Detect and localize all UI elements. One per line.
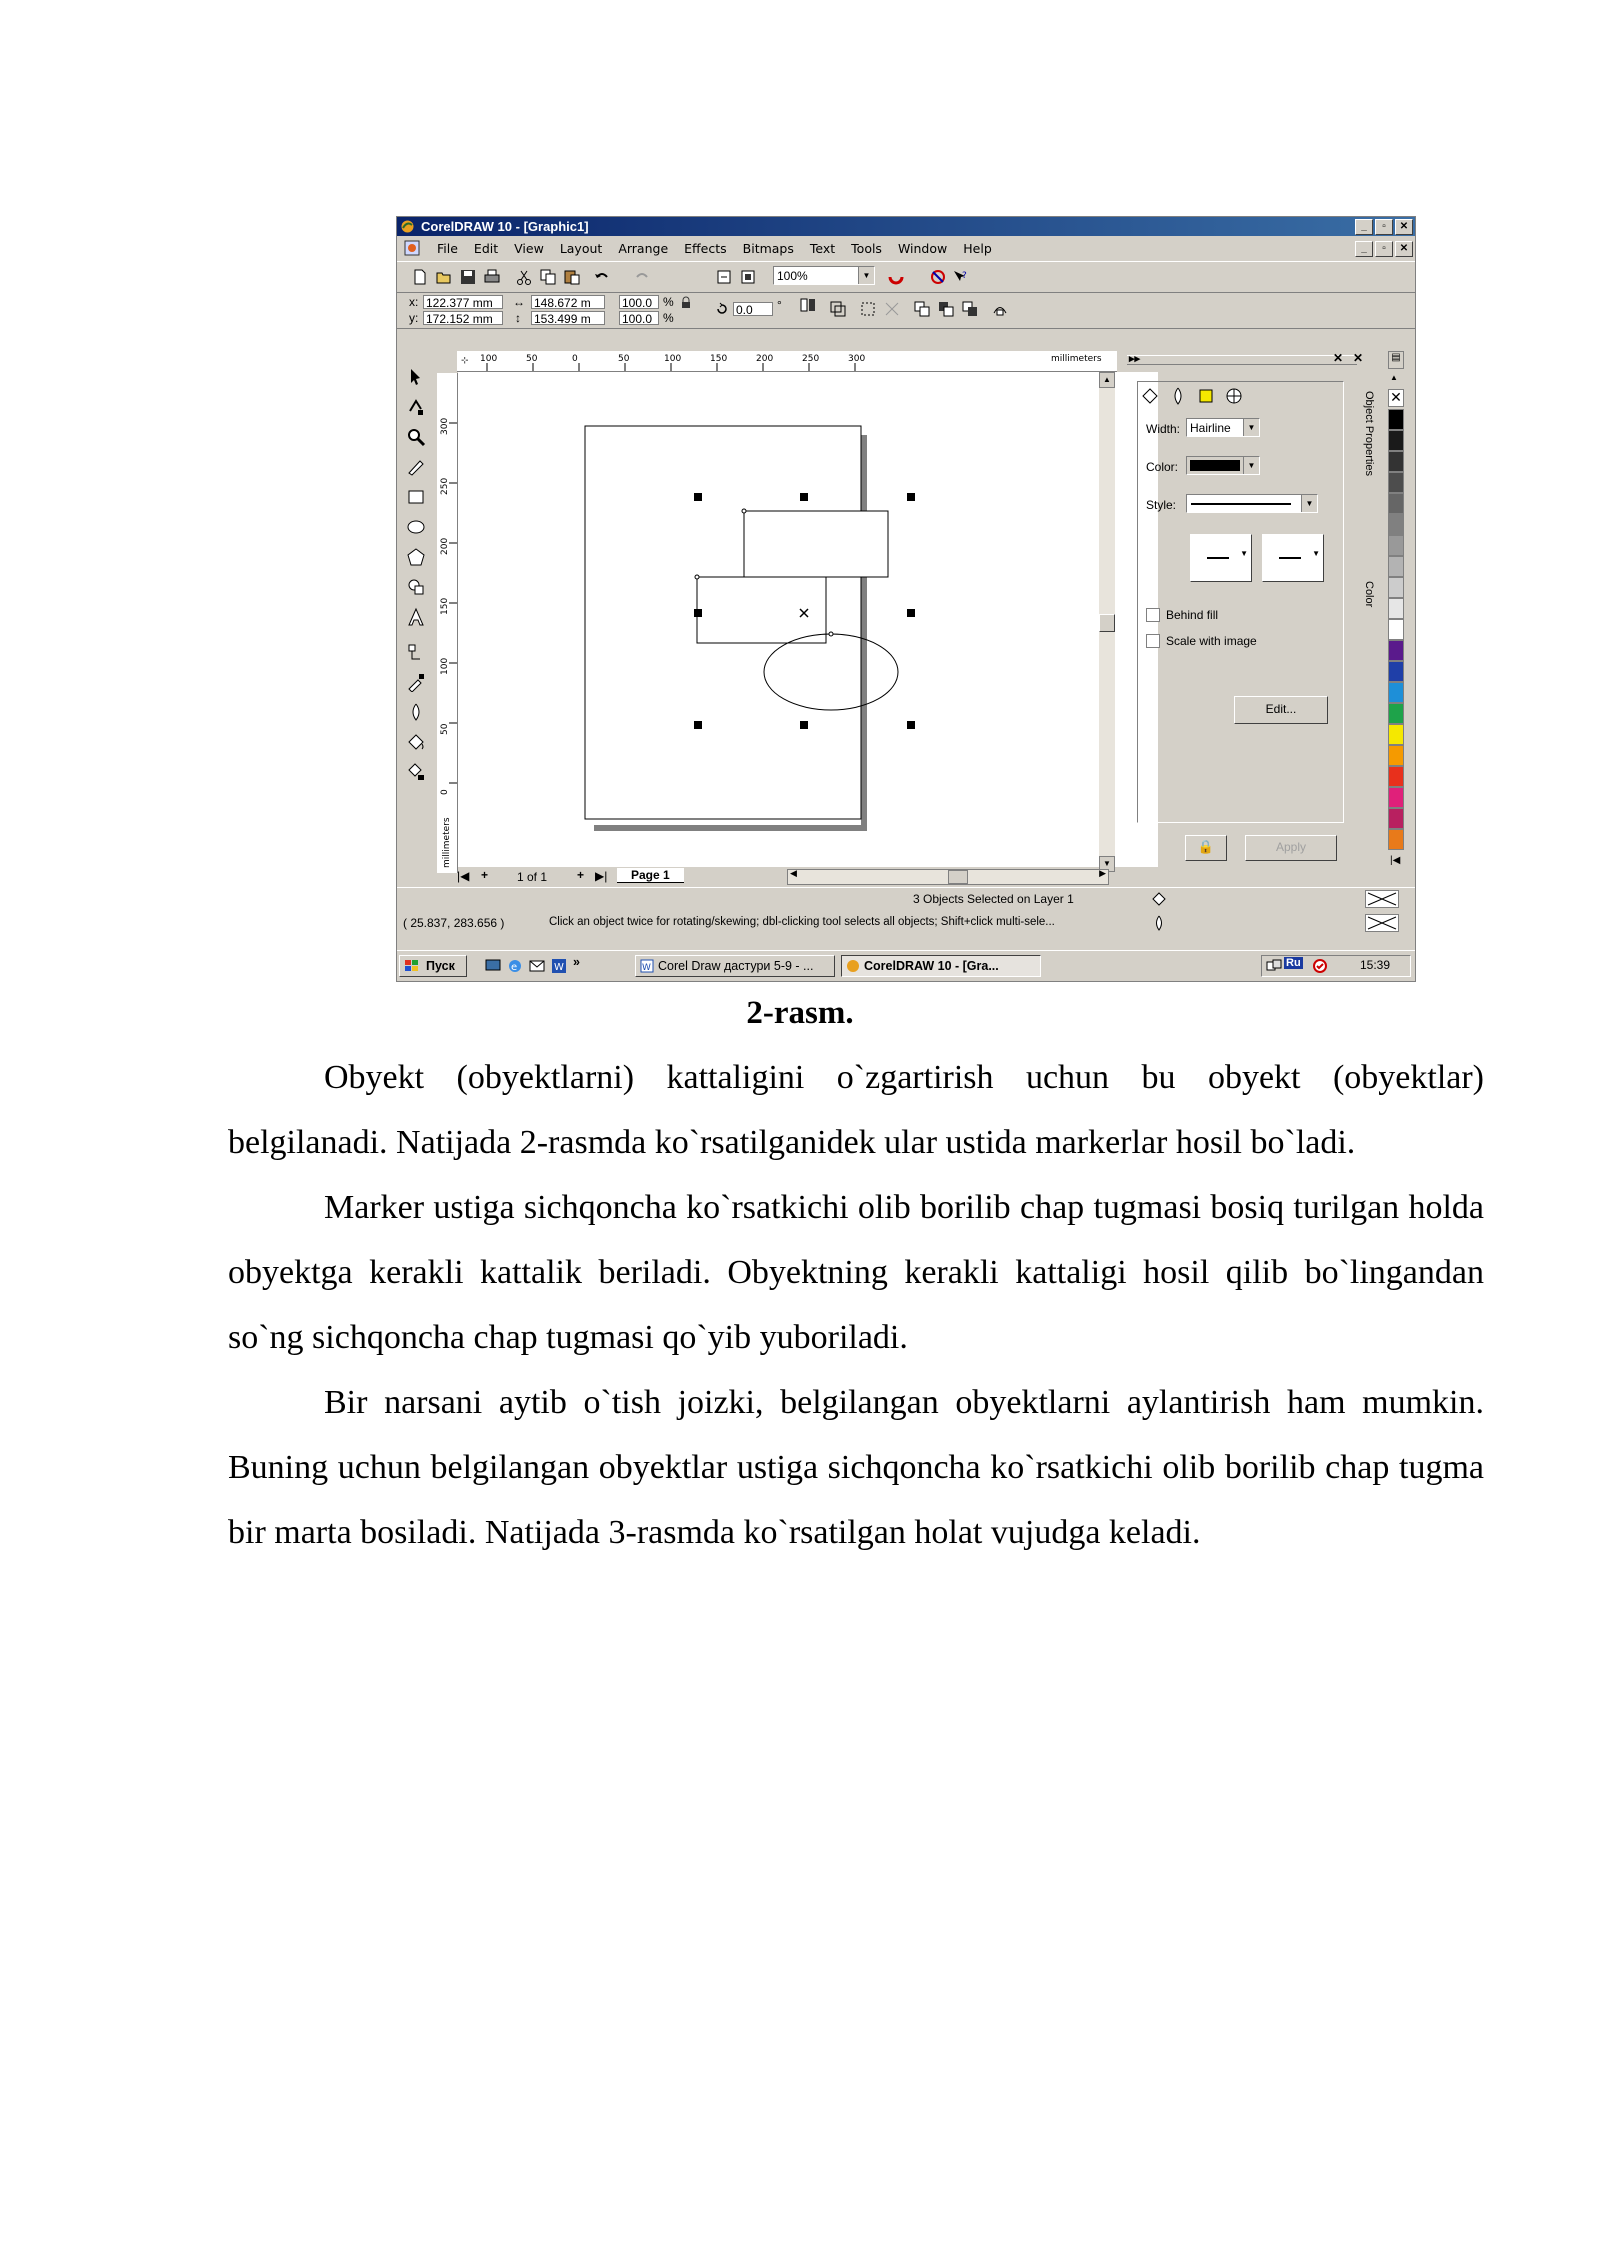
scroll-up-icon[interactable]: ▲: [1099, 372, 1115, 388]
more-quicklaunch-icon[interactable]: »: [573, 955, 580, 969]
docker-close-all-icon[interactable]: ✕: [1353, 351, 1364, 365]
polygon-tool-icon[interactable]: [406, 547, 426, 567]
scroll-left-icon[interactable]: ◀: [790, 868, 797, 878]
vertical-ruler: [437, 373, 458, 873]
color-swatch: [1190, 460, 1240, 471]
minimize-button[interactable]: _: [1355, 219, 1373, 235]
expand-docker-icon[interactable]: ▸▸: [1129, 353, 1141, 365]
apply-button[interactable]: Apply: [1245, 835, 1337, 861]
scale-y-field[interactable]: 100.0: [619, 311, 659, 325]
open-icon[interactable]: [435, 268, 453, 286]
ungroup-all-icon[interactable]: [883, 300, 901, 318]
color-swatch[interactable]: [1388, 556, 1404, 577]
pick-tool-icon[interactable]: [406, 367, 426, 387]
shape-tool-icon[interactable]: [406, 397, 426, 417]
ruler-tick-label: 300: [440, 417, 450, 435]
outline-status-icon: [1151, 915, 1167, 931]
outline-style-select[interactable]: [1186, 494, 1318, 513]
scroll-right-icon[interactable]: ▶: [1099, 868, 1106, 878]
behind-fill-label: Behind fill: [1166, 608, 1219, 622]
status-hint: Click an object twice for rotating/skewing; dbl-clicking tool selects all objects; Shift+click multi-sele...: [549, 916, 1055, 928]
paste-icon[interactable]: [563, 268, 581, 286]
doc-close-button[interactable]: ✕: [1395, 241, 1413, 257]
docker-tabs: [1355, 381, 1377, 851]
zoom-combo[interactable]: [773, 266, 875, 285]
ruler-unit-label: millimeters: [442, 817, 452, 868]
color-swatch[interactable]: [1388, 577, 1404, 598]
zoom-tool-icon[interactable]: [406, 427, 426, 447]
ruler-tick-label: 50: [526, 354, 538, 364]
object-properties-docker: [1127, 351, 1377, 871]
export-icon[interactable]: [739, 268, 757, 286]
size-w-field[interactable]: 148.672 m: [531, 295, 605, 309]
menu-help[interactable]: Help: [963, 240, 992, 256]
scale-with-image-checkbox[interactable]: [1146, 634, 1160, 648]
system-tray: [1261, 955, 1411, 977]
color-swatch[interactable]: [1388, 829, 1404, 850]
style-label: Style:: [1146, 498, 1177, 512]
hscroll-thumb[interactable]: [948, 870, 968, 884]
ruler-tick-label: 50: [440, 723, 450, 735]
color-swatch[interactable]: [1388, 766, 1404, 787]
outlook-express-icon[interactable]: [529, 958, 545, 974]
standard-toolbar: [397, 261, 1415, 293]
redo-icon[interactable]: [633, 268, 651, 286]
color-swatch[interactable]: [1388, 619, 1404, 640]
ellipse-tool-icon[interactable]: [406, 517, 426, 537]
first-page-icon[interactable]: |◀: [457, 869, 470, 883]
scroll-thumb[interactable]: [1099, 614, 1115, 632]
window-title: CorelDRAW 10 - [Graphic1]: [421, 219, 589, 234]
edit-button[interactable]: Edit...: [1234, 696, 1328, 724]
ruler-tick-label: 300: [848, 354, 866, 364]
chevron-down-icon: ▼: [1312, 549, 1320, 558]
copy-icon[interactable]: [539, 268, 557, 286]
svg-text:W: W: [642, 963, 651, 973]
svg-text:W: W: [554, 962, 564, 973]
ruler-tick-label: 150: [440, 597, 450, 615]
lock-ratio-icon[interactable]: [679, 296, 693, 310]
ruler-tick-label: 0: [572, 354, 578, 364]
figure-caption: 2-rasm.: [746, 995, 854, 1031]
status-bar: [397, 887, 1415, 940]
color-swatch[interactable]: [1388, 787, 1404, 808]
docker-panel: [1137, 381, 1344, 823]
undo-icon[interactable]: [593, 268, 611, 286]
vertical-scrollbar[interactable]: [1099, 372, 1115, 872]
import-icon[interactable]: [715, 268, 733, 286]
svg-text:e: e: [511, 962, 518, 973]
interactive-fill-tool-icon[interactable]: [406, 762, 426, 782]
no-fill-swatch[interactable]: ✕: [1388, 389, 1404, 407]
basic-shapes-tool-icon[interactable]: [406, 577, 426, 597]
windows-taskbar: [397, 950, 1415, 981]
whats-this-help-icon[interactable]: [951, 268, 969, 286]
horizontal-scrollbar[interactable]: [787, 869, 1109, 885]
color-swatch[interactable]: [1388, 472, 1404, 493]
paragraph: Bir narsani aytib o`tish joizki, belgilangan obyektlarni aylantirish ham mumkin. Buning uchun belgilangan obyektlar ustiga sichqoncha ko`rsatkichi olib borilib chap tugma bir marta bosiladi. Natijada 3-rasmda ko`rsatilgan holat vujudga keladi.: [228, 1384, 1484, 1551]
language-indicator[interactable]: Ru: [1286, 957, 1301, 969]
position-y-field[interactable]: 172.152 mm: [423, 311, 503, 325]
title-bar: [397, 217, 1415, 236]
svg-text:?: ?: [962, 271, 967, 281]
page-counter: 1 of 1: [517, 870, 548, 884]
outline-color-picker[interactable]: [1186, 456, 1260, 475]
color-label: Color:: [1146, 460, 1179, 474]
network-icon[interactable]: [1266, 958, 1282, 974]
horizontal-ruler: [457, 351, 1117, 372]
color-swatch[interactable]: [1388, 703, 1404, 724]
color-swatch[interactable]: [1388, 808, 1404, 829]
behind-fill-checkbox[interactable]: [1146, 608, 1160, 622]
antivirus-icon[interactable]: [1312, 958, 1328, 974]
start-arrowhead-select[interactable]: [1190, 534, 1252, 582]
coreldraw-task-icon: [846, 959, 860, 973]
coreldraw-app-icon: [400, 219, 415, 234]
body-text: [228, 1045, 1484, 1565]
palette-scroll-up-icon[interactable]: ▲: [1390, 373, 1398, 382]
ungroup-icon[interactable]: [859, 300, 877, 318]
node-marker: [695, 575, 699, 579]
color-swatch[interactable]: [1388, 451, 1404, 472]
ruler-tick-label: 250: [440, 477, 450, 495]
lock-icon[interactable]: 🔒: [1185, 835, 1227, 861]
ruler-tick-label: 100: [480, 354, 498, 364]
general-tab-icon[interactable]: [1196, 386, 1216, 406]
close-button[interactable]: ✕: [1395, 219, 1413, 235]
ruler-tick-label: 100: [440, 657, 450, 675]
ruler-tick-label: 0: [440, 789, 450, 795]
size-h-field[interactable]: 153.499 m: [531, 311, 605, 325]
corel-online-icon[interactable]: [929, 268, 947, 286]
menu-view[interactable]: View: [514, 240, 544, 256]
eyedropper-tool-icon[interactable]: [406, 672, 426, 692]
width-arrow-icon: ↔: [513, 295, 525, 309]
outline-tab-icon[interactable]: [1168, 386, 1188, 406]
menu-edit[interactable]: Edit: [473, 240, 499, 256]
show-desktop-icon[interactable]: [485, 958, 501, 974]
no-fill-indicator: [1365, 890, 1399, 908]
end-arrowhead-select[interactable]: [1262, 534, 1324, 582]
menu-bitmaps[interactable]: Bitmaps: [742, 240, 794, 256]
width-label: Width:: [1146, 422, 1181, 436]
clock: 15:39: [1360, 958, 1391, 972]
convert-to-curves-icon[interactable]: [991, 300, 1009, 318]
node-marker: [742, 509, 746, 513]
docker-grip[interactable]: [1127, 355, 1357, 365]
menu-effects[interactable]: Effects: [684, 240, 727, 256]
text-tool-icon[interactable]: [406, 607, 426, 627]
windows-logo-icon: [404, 959, 420, 973]
rectangle-shape-1: [744, 511, 888, 577]
taskbar-coreldraw[interactable]: CorelDRAW 10 - [Gra...: [841, 955, 1041, 977]
scale-with-image-label: Scale with image: [1166, 634, 1257, 648]
angle-field[interactable]: 0.0: [733, 302, 773, 316]
rotate-icon: [715, 302, 729, 316]
property-bar: x: 122.377 mm y: 172.152 mm ↔ 148.672 m ↕ 153.499 m 100.0 100.0 % % 0.0 °: [397, 292, 1415, 329]
application-launcher-icon[interactable]: [887, 268, 905, 286]
ruler-tick-label: 50: [618, 354, 630, 364]
scale-x-field[interactable]: 100.0: [619, 295, 659, 309]
group-icon[interactable]: [829, 300, 847, 318]
color-swatch[interactable]: [1388, 514, 1404, 535]
menu-text[interactable]: Text: [809, 240, 836, 256]
menu-file[interactable]: File: [437, 240, 458, 256]
color-swatch[interactable]: [1388, 598, 1404, 619]
add-page-after-icon[interactable]: +: [577, 868, 585, 882]
page-tab[interactable]: Page 1: [617, 868, 684, 883]
cursor-coordinates: ( 25.837, 283.656 ): [403, 916, 505, 930]
chevron-down-icon: ▼: [858, 267, 874, 284]
ruler-unit-label: millimeters: [1051, 354, 1102, 364]
word-doc-icon: [640, 959, 654, 973]
chevron-down-icon: ▼: [1301, 495, 1317, 512]
chevron-down-icon: ▼: [1243, 457, 1259, 474]
scroll-down-icon[interactable]: ▼: [1099, 856, 1115, 872]
print-icon[interactable]: [483, 268, 501, 286]
outline-tool-icon[interactable]: [406, 702, 426, 722]
zoom-value: 100%: [777, 269, 808, 283]
color-swatch[interactable]: [1388, 661, 1404, 682]
color-swatch[interactable]: [1388, 745, 1404, 766]
fill-status-icon: [1151, 891, 1167, 907]
color-swatch[interactable]: [1388, 682, 1404, 703]
paragraph: Obyekt (obyektlarni) kattaligini o`zgartirish uchun bu obyekt (obyektlar) belgilanadi. Natijada 2-rasmda ko`rsatilganidek ular ustida markerlar hosil bo`ladi.: [228, 1059, 1484, 1161]
toolbox: [399, 357, 433, 887]
ruler-corner-icon: ⊹: [461, 356, 469, 366]
doc-minimize-button[interactable]: _: [1355, 241, 1373, 257]
internet-explorer-icon[interactable]: [507, 958, 523, 974]
fill-tab-icon[interactable]: [1140, 386, 1160, 406]
tab-color[interactable]: Color: [1363, 581, 1375, 608]
position-x-field[interactable]: 122.377 mm: [423, 295, 503, 309]
interactive-blend-tool-icon[interactable]: [406, 642, 426, 662]
menu-arrange[interactable]: Arrange: [618, 240, 669, 256]
drawing-objects: [458, 372, 1098, 867]
outline-indicator: [1365, 914, 1399, 932]
menu-layout[interactable]: Layout: [559, 240, 603, 256]
page-navigator: [437, 867, 1117, 887]
ruler-tick-label: 200: [756, 354, 774, 364]
chevron-down-icon: ▼: [1243, 419, 1259, 436]
break-apart-icon[interactable]: [937, 300, 955, 318]
mirror-icon[interactable]: [799, 296, 817, 314]
chevron-down-icon: ▼: [1240, 549, 1248, 558]
cut-icon[interactable]: [515, 268, 533, 286]
ruler-tick-label: 250: [802, 354, 820, 364]
color-swatch[interactable]: [1388, 535, 1404, 556]
restore-button[interactable]: ▫: [1375, 219, 1393, 235]
fill-tool-icon[interactable]: [406, 732, 426, 752]
coreldraw-screenshot: [396, 216, 1416, 982]
menu-window[interactable]: Window: [897, 240, 948, 256]
start-button[interactable]: Пуск: [399, 955, 467, 977]
color-swatch[interactable]: [1388, 493, 1404, 514]
color-swatch[interactable]: [1388, 430, 1404, 451]
last-page-icon[interactable]: ▶|: [595, 869, 608, 883]
color-palette: [1385, 351, 1407, 871]
color-swatch[interactable]: [1388, 640, 1404, 661]
new-icon[interactable]: [411, 268, 429, 286]
add-page-icon[interactable]: +: [481, 868, 489, 882]
menu-bar: [397, 237, 1415, 259]
color-swatch[interactable]: [1388, 724, 1404, 745]
rectangle-tool-icon[interactable]: [406, 487, 426, 507]
save-icon[interactable]: [459, 268, 477, 286]
palette-expand-icon[interactable]: |◀: [1390, 855, 1401, 866]
menu-tools[interactable]: Tools: [851, 240, 882, 256]
ruler-tick-label: 150: [710, 354, 728, 364]
color-swatch[interactable]: [1388, 409, 1404, 430]
node-marker: [829, 632, 833, 636]
freehand-tool-icon[interactable]: [406, 457, 426, 477]
ruler-tick-label: 100: [664, 354, 682, 364]
doc-restore-button[interactable]: ▫: [1375, 241, 1393, 257]
height-arrow-icon: ↕: [515, 311, 521, 325]
ruler-tick-label: 200: [440, 537, 450, 555]
tab-object-properties[interactable]: Object Properties: [1363, 391, 1375, 476]
word-icon[interactable]: [551, 958, 567, 974]
outline-width-select[interactable]: Hairline ▼: [1186, 418, 1260, 437]
combine-icon[interactable]: [913, 300, 931, 318]
selection-status: 3 Objects Selected on Layer 1: [913, 892, 1074, 906]
taskbar-word-document[interactable]: W Corel Draw дастури 5-9 - ...: [635, 955, 835, 977]
palette-menu-icon[interactable]: ▤: [1388, 351, 1404, 369]
internet-tab-icon[interactable]: [1224, 386, 1244, 406]
docker-close-icon[interactable]: ✕: [1333, 351, 1344, 365]
weld-icon[interactable]: [961, 300, 979, 318]
paragraph: Marker ustiga sichqoncha ko`rsatkichi olib borilib chap tugmasi bosiq turilgan holda obyektga kerakli kattalik beriladi. Obyektning kerakli kattaligi hosil qilib bo`lingandan so`ng sichqoncha chap tugmasi qo`yib yuboriladi.: [228, 1189, 1484, 1356]
